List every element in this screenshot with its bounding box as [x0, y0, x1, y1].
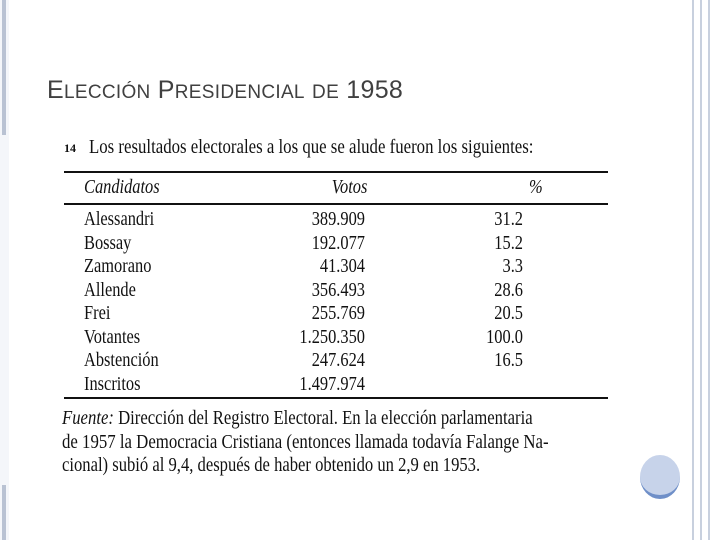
left-bar-segment [2, 485, 6, 540]
candidate-name: Bossay [84, 231, 132, 254]
decorative-circle-icon [640, 455, 680, 499]
results-table-body [62, 208, 610, 396]
left-bar-segment [2, 0, 6, 135]
table-row [62, 208, 610, 232]
left-decoration-bar [0, 0, 9, 540]
table-row [62, 373, 610, 397]
table-row [62, 279, 610, 303]
title-year: 1958 [346, 76, 404, 104]
table-row [62, 302, 610, 326]
right-decoration-bars [686, 0, 720, 540]
document-header [62, 136, 610, 162]
candidate-name: Abstención [84, 349, 159, 371]
column-header-candidatos: Candidatos [84, 176, 160, 198]
vote-count: 389.909 [311, 208, 365, 230]
vote-count: 356.493 [311, 278, 365, 301]
candidate-name: Votantes [84, 325, 141, 348]
vote-percent: 15.2 [494, 231, 523, 254]
document-intro: Los resultados electorales a los que se alude fueron los siguientes: [89, 136, 534, 158]
table-top-rule [64, 171, 608, 173]
title-smallcaps: DE [312, 82, 340, 103]
candidate-name: Alessandri [84, 208, 155, 230]
vote-percent: 16.5 [494, 349, 523, 371]
scanned-document [62, 128, 610, 483]
slide-title [47, 76, 403, 105]
vote-count: 1.250.350 [299, 325, 365, 348]
source-text: cional) subió al 9,4, después de haber obtenido un 2,9 en 1953. [62, 454, 481, 476]
vote-count: 1.497.974 [299, 372, 365, 395]
vote-count: 247.624 [311, 349, 365, 371]
vote-percent: 100.0 [486, 325, 523, 348]
vote-percent: 28.6 [494, 278, 523, 301]
source-text: Dirección del Registro Electoral. En la elección parlamentaria [118, 407, 533, 429]
candidate-name: Allende [84, 278, 136, 301]
question-number: 14 [64, 141, 76, 155]
source-line [62, 454, 610, 478]
table-row [62, 255, 610, 279]
source-label: Fuente: [62, 407, 114, 429]
vote-count: 41.304 [319, 255, 365, 277]
title-smallcaps: RESIDENCIAL [174, 82, 305, 103]
table-row [62, 326, 610, 350]
table-bottom-rule [64, 397, 608, 399]
column-header-percent: % [529, 176, 543, 198]
source-note [62, 407, 610, 478]
candidate-name: Inscritos [84, 372, 141, 395]
table-row [62, 232, 610, 256]
title-initial: E [47, 76, 64, 104]
vote-percent: 31.2 [494, 208, 523, 230]
right-bar-line [700, 0, 702, 540]
source-line [62, 407, 610, 431]
source-line [62, 431, 610, 455]
candidate-name: Frei [84, 302, 111, 324]
title-smallcaps: LECCIÓN [63, 82, 151, 103]
title-initial: P [157, 76, 175, 104]
table-row [62, 349, 610, 373]
vote-count: 192.077 [311, 231, 365, 254]
right-bar-line [708, 0, 710, 540]
column-header-votos: Votos [331, 176, 367, 198]
vote-count: 255.769 [311, 302, 365, 324]
vote-percent: 20.5 [494, 302, 523, 324]
source-text: de 1957 la Democracia Cristiana (entonces llamada todavía Falange Na- [62, 430, 549, 453]
vote-percent: 3.3 [502, 255, 523, 277]
table-header-rule [64, 203, 608, 205]
candidate-name: Zamorano [84, 255, 152, 277]
right-bar-line [692, 0, 694, 540]
